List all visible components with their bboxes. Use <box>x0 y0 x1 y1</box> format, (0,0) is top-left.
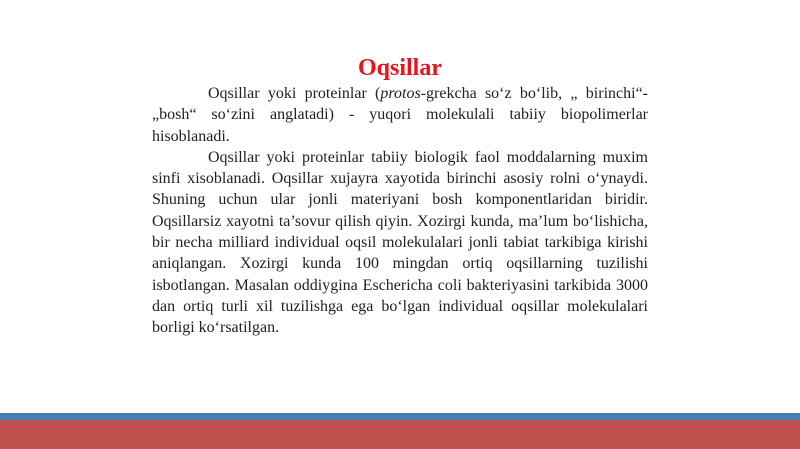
paragraph-2: Oqsillar yoki proteinlar tabiiy biologik faol moddalarning muxim sinfi xisoblanadi. Oqsillar xujayra xayotida birinchi asosiy rolni o‘ynaydi. Shuning uchun ular jonli materiyani bosh komponentlaridan biridir. Oqsillarsiz xayotni ta’sovur qilish qiyin. Xozirgi kunda, ma’lum bo‘lishicha, bir necha milliard individual oqsil molekulalari jonli tabiat tarkibiga kirishi aniqlangan. Xozirgi kunda 100 mingdan ortiq oqsillarning tuzilishi isbotlangan. Masalan oddiygina Eschericha coli bakteriyasini tarkibida 3000 dan ortiq turli xil tuzilishga ega bo‘lgan individual oqsillar molekulalari borligi ko‘rsatilgan. <box>152 148 648 337</box>
footer-stripe-blue <box>0 413 800 420</box>
slide-body <box>152 83 648 339</box>
footer-stripe-red <box>0 420 800 449</box>
paragraph-1-text-b: -grekcha so‘z bo‘lib, „ birinchi“-„bosh“ so‘zini anglatadi) - yuqori molekulali tabiiy biopolimerlar hisoblanadi. <box>152 85 648 145</box>
paragraph-1-italic-term: protos <box>380 85 421 102</box>
paragraph-1-text-a: Oqsillar yoki proteinlar ( <box>208 85 381 102</box>
slide-title: Oqsillar <box>357 55 442 81</box>
paragraph-1 <box>152 83 648 147</box>
